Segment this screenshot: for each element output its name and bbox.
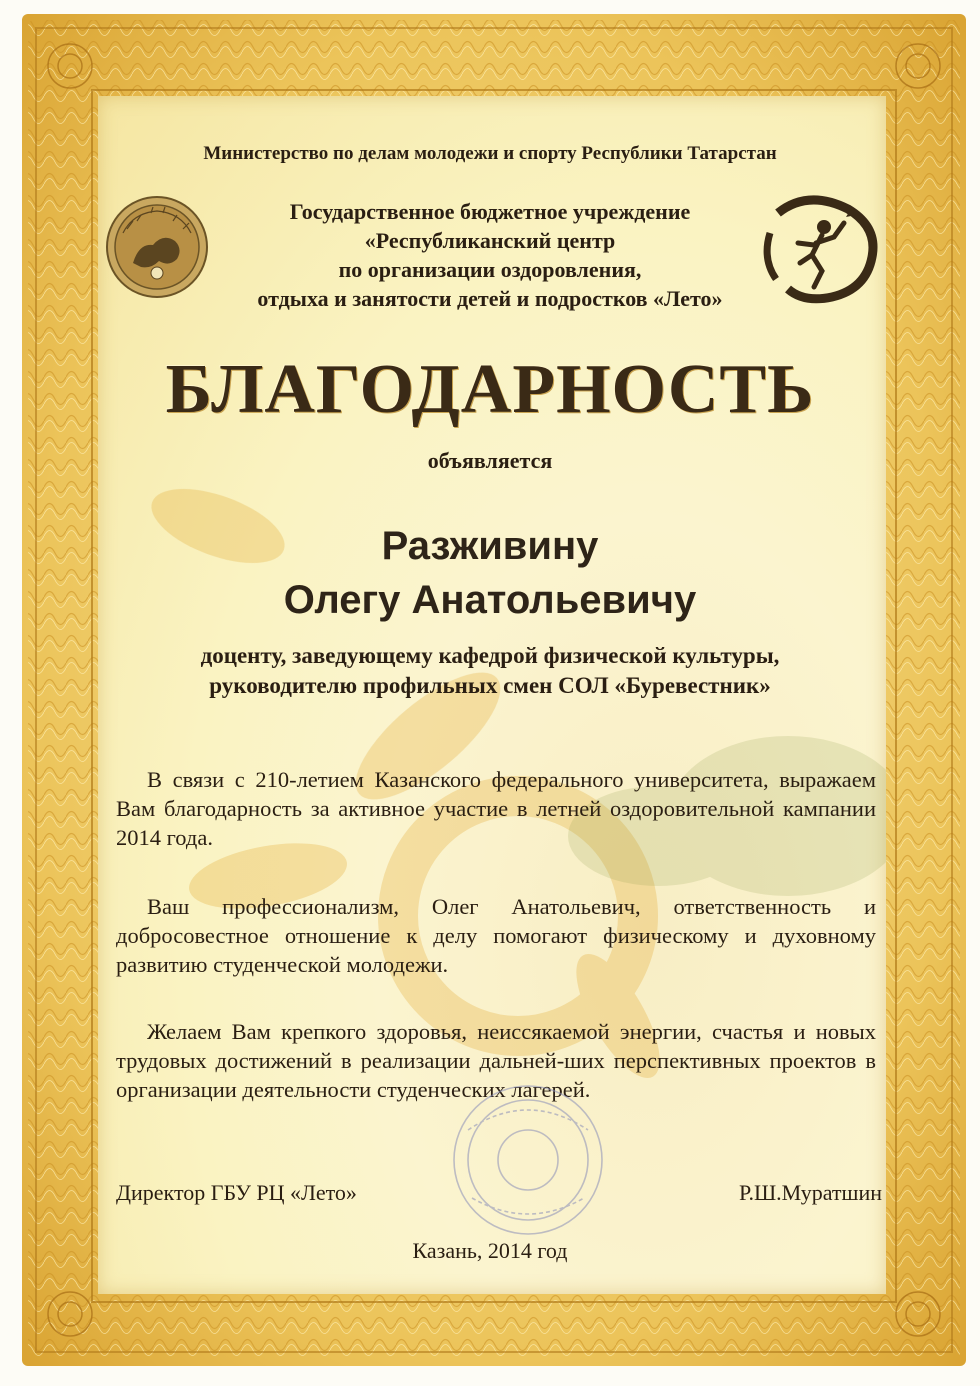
- recipient-name: [0, 519, 980, 627]
- position-line: руководителю профильных смен СОЛ «Буревестник»: [209, 673, 771, 698]
- recipient-position: [0, 641, 980, 701]
- org-line: «Республиканский центр: [364, 228, 616, 253]
- org-line: Государственное бюджетное учреждение: [289, 199, 691, 224]
- ministry-heading: Министерство по делам молодежи и спорту Республики Татарстан: [203, 143, 777, 164]
- organization-heading: [180, 197, 800, 313]
- certificate-title: БЛАГОДАРНОСТЬ: [165, 351, 815, 428]
- position-line: доценту, заведующему кафедрой физической культуры,: [200, 643, 780, 668]
- signatory-title: Директор ГБУ РЦ «Лето»: [116, 1180, 357, 1205]
- body-paragraph: В связи с 210-летием Казанского федерального университета, выражаем Вам благодарность за активное участие в летней оздоровительной кампании 2014 года.: [116, 767, 876, 850]
- place-date: Казань, 2014 год: [412, 1238, 568, 1263]
- org-line: по организации оздоровления,: [338, 257, 642, 282]
- announce-text: объявляется: [427, 448, 553, 473]
- signatory-name: Р.Ш.Муратшин: [739, 1180, 882, 1205]
- runner-logo-icon: [748, 193, 888, 305]
- official-stamp-icon: [448, 1080, 608, 1240]
- recipient-line: Разживину: [381, 524, 599, 568]
- body-paragraph: Ваш профессионализм, Олег Анатольевич, ответственность и добросовестное отношение к делу помогают физическому и духовному развитию студенческой молодежи.: [116, 894, 876, 977]
- body-paragraph: Желаем Вам крепкого здоровья, неиссякаемой энергии, счастья и новых трудовых достижений в реализации дальней-ших перспективных проектов в организации деятельности студенческих лагерей.: [116, 1019, 876, 1102]
- recipient-line: Олегу Анатольевичу: [283, 578, 697, 622]
- org-line: отдыха и занятости детей и подростков «Лето»: [257, 286, 723, 311]
